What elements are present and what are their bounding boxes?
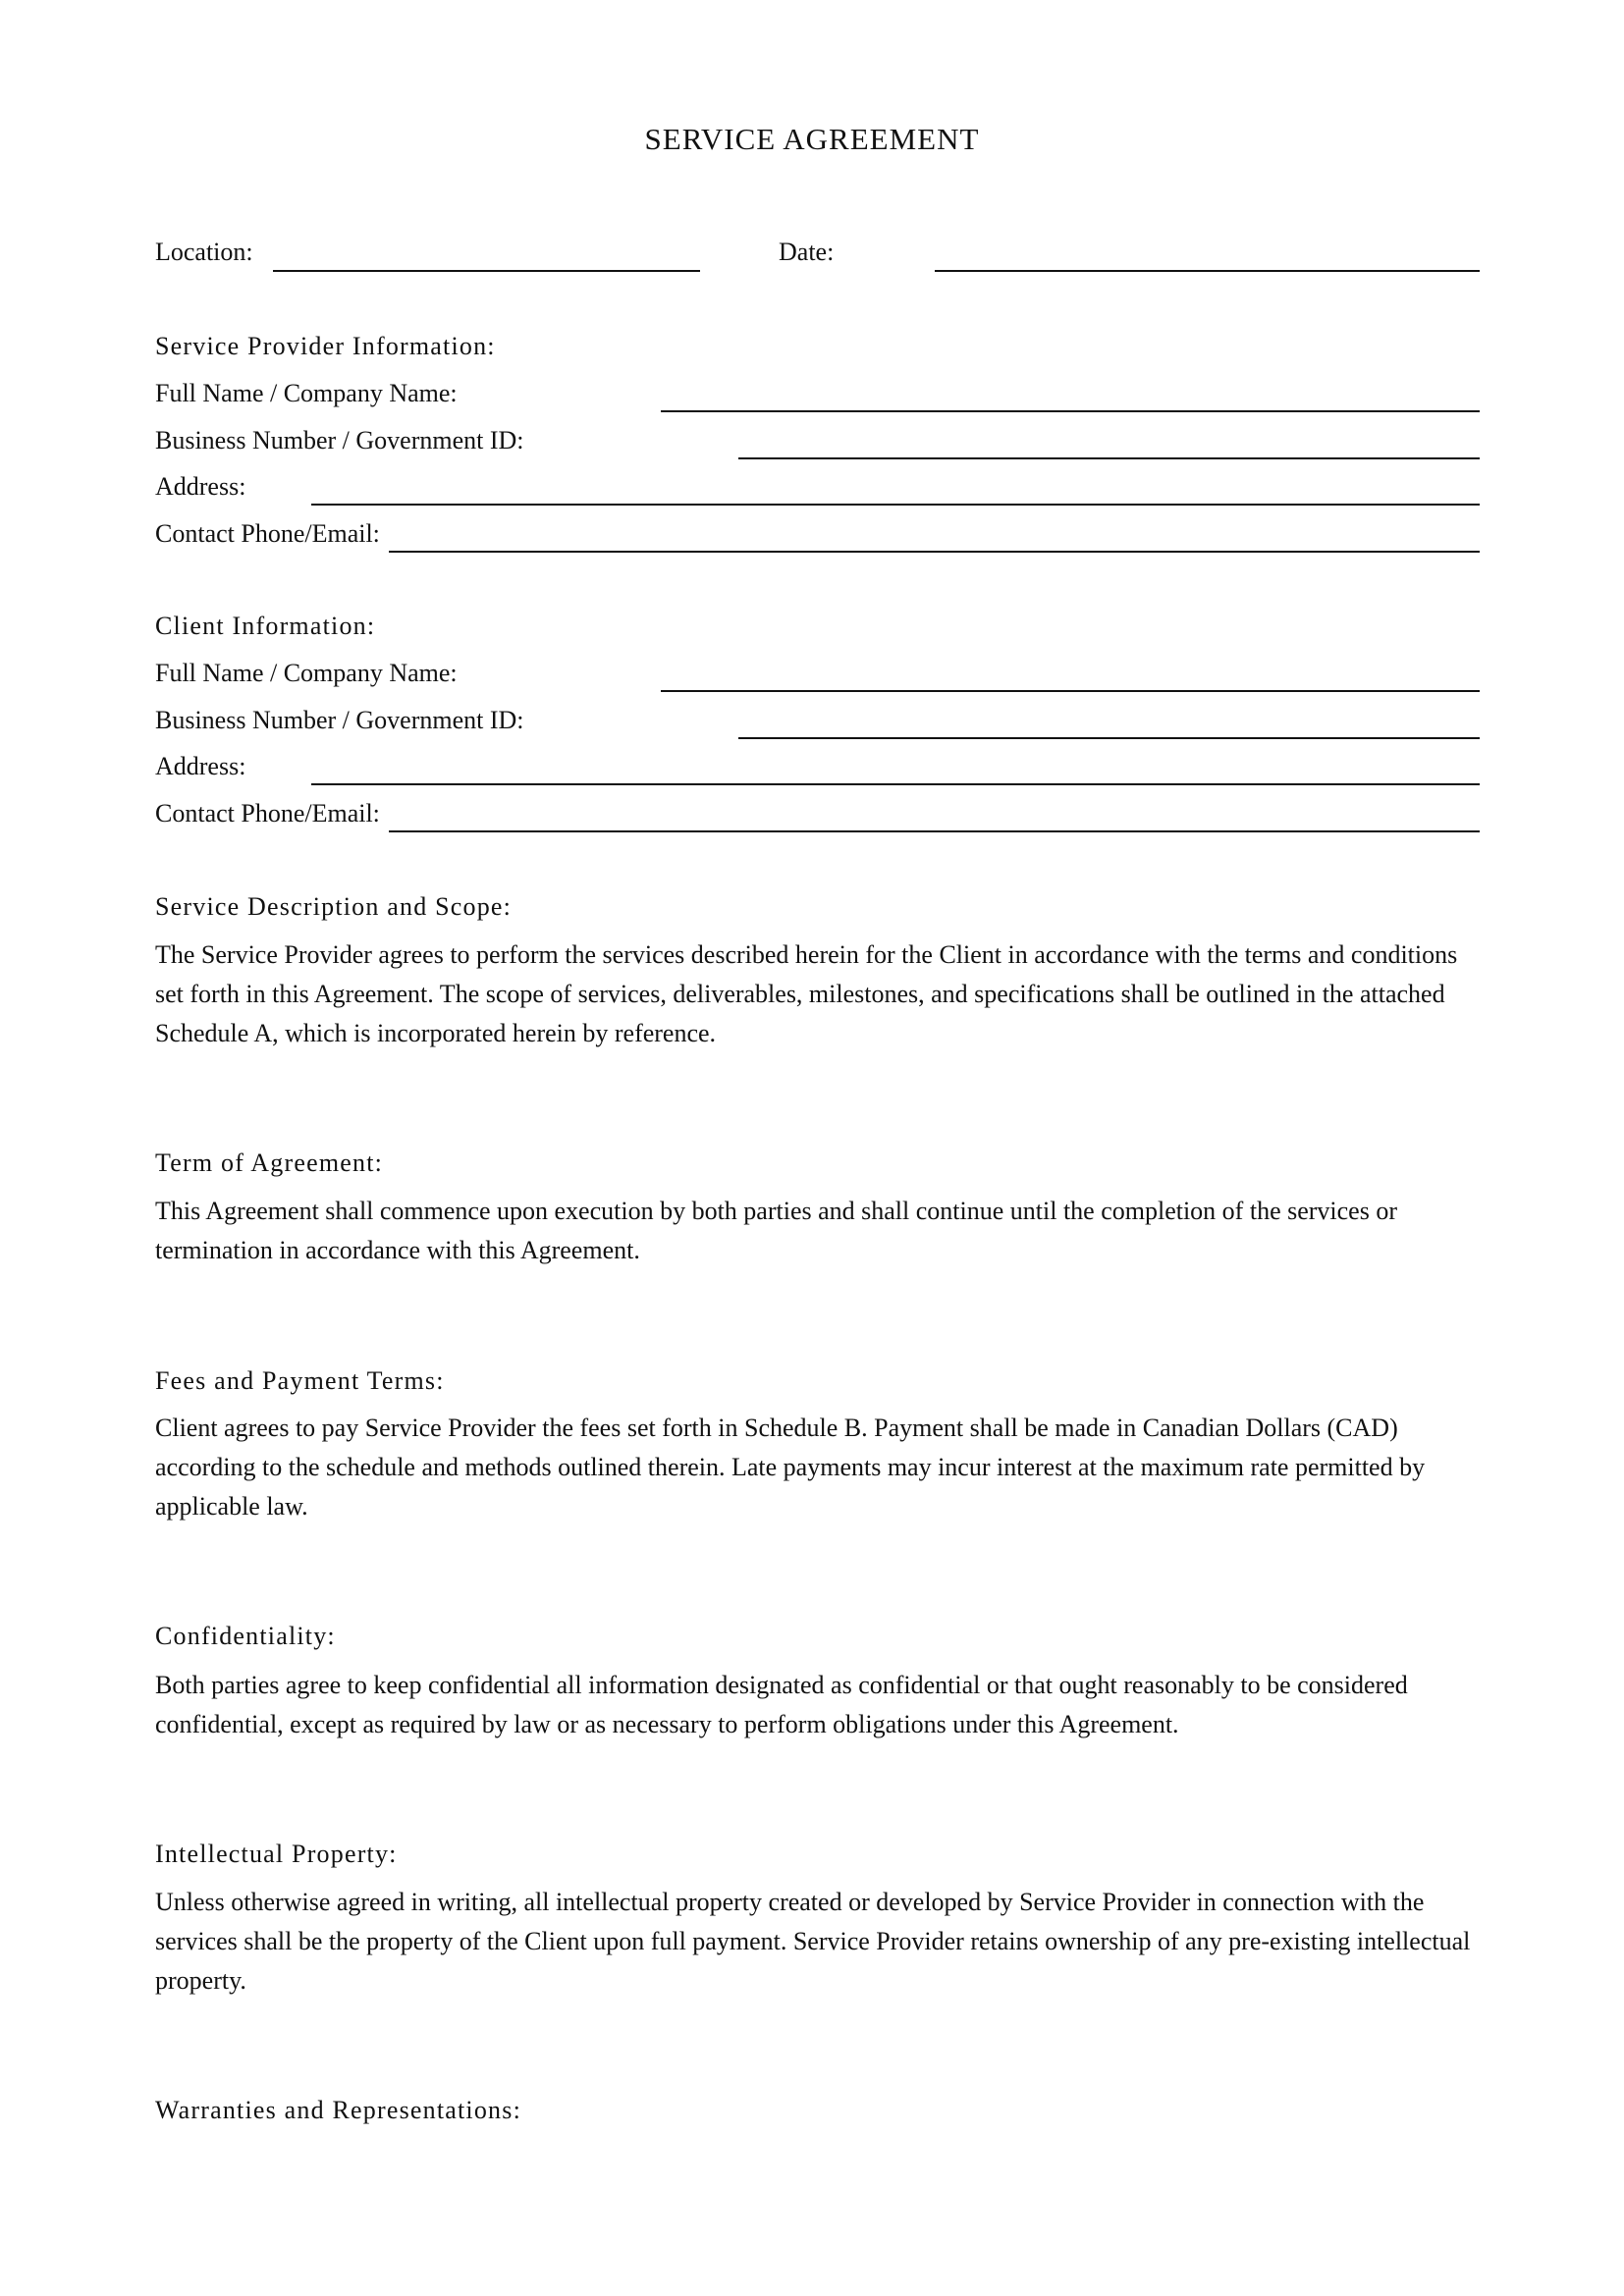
provider-name-field-line[interactable] (661, 410, 1480, 412)
section-heading-term: Term of Agreement: (155, 1148, 384, 1177)
client-address-label: Address: (155, 752, 246, 780)
provider-id-field-line[interactable] (738, 457, 1480, 459)
section-body-intellectual-property: Unless otherwise agreed in writing, all intellectual property created or developed by Service Provider in connection with the services shall be the property of the Client upon full payment. Service Provider retains ownership of any pre-existing intellectual property. (155, 1888, 1471, 1995)
client-id-label: Business Number / Government ID: (155, 706, 524, 734)
date-field-line[interactable] (935, 270, 1480, 272)
provider-heading: Service Provider Information: (155, 332, 496, 360)
client-name-label: Full Name / Company Name: (155, 659, 458, 687)
date-label: Date: (779, 238, 835, 266)
provider-contact-field-line[interactable] (389, 551, 1480, 553)
section-body-term: This Agreement shall commence upon execution by both parties and shall continue until the completion of the services or termination in accordance with this Agreement. (155, 1197, 1397, 1264)
provider-id-label: Business Number / Government ID: (155, 426, 524, 454)
section-heading-service-description: Service Description and Scope: (155, 892, 513, 921)
provider-address-field-line[interactable] (311, 504, 1480, 506)
section-heading-confidentiality: Confidentiality: (155, 1622, 336, 1650)
section-body-confidentiality: Both parties agree to keep confidential all information designated as confidential or that ought reasonably to be considered confidential, except as required by law or as necessary to perform obligations under this Agreement. (155, 1671, 1408, 1738)
document-title: SERVICE AGREEMENT (644, 122, 980, 156)
provider-name-label: Full Name / Company Name: (155, 379, 458, 407)
section-heading-warranties: Warranties and Representations: (155, 2096, 521, 2124)
location-label: Location: (155, 238, 253, 266)
client-name-field-line[interactable] (661, 690, 1480, 692)
section-body-fees: Client agrees to pay Service Provider the fees set forth in Schedule B. Payment shall be made in Canadian Dollars (CAD) according to the schedule and methods outlined therein. Late payments may incur interest at the maximum rate permitted by applicable law. (155, 1414, 1426, 1521)
client-contact-field-line[interactable] (389, 830, 1480, 832)
location-field-line[interactable] (273, 270, 700, 272)
client-id-field-line[interactable] (738, 737, 1480, 739)
provider-address-label: Address: (155, 472, 246, 501)
section-heading-fees: Fees and Payment Terms: (155, 1366, 445, 1395)
provider-contact-label: Contact Phone/Email: (155, 519, 380, 548)
client-contact-label: Contact Phone/Email: (155, 799, 380, 828)
client-address-field-line[interactable] (311, 783, 1480, 785)
section-heading-intellectual-property: Intellectual Property: (155, 1840, 398, 1868)
section-body-service-description: The Service Provider agrees to perform the services described herein for the Client in accordance with the terms and conditions set forth in this Agreement. The scope of services, deliverables, milestones, and specifications shall be outlined in the attached Schedule A, which is incorporated herein by reference. (155, 940, 1458, 1047)
client-heading: Client Information: (155, 612, 376, 640)
